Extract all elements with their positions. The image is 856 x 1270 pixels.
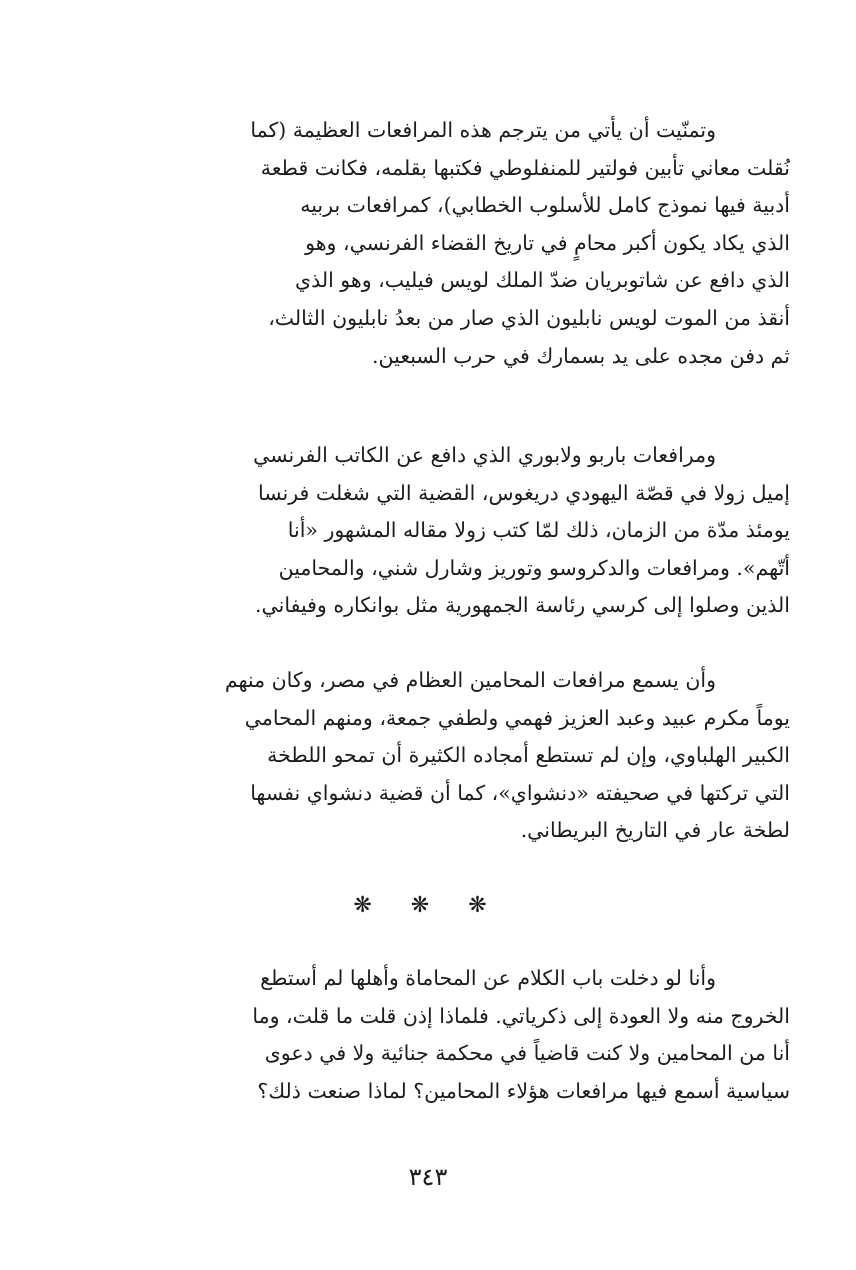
paragraph-line: ومرافعات باربو ولابوري الذي دافع عن الكاتب الفرنسي bbox=[253, 443, 716, 467]
paragraph-line: الذي يكاد يكون أكبر محامٍ في تاريخ القضاء الفرنسي، وهو bbox=[305, 230, 790, 255]
paragraph-line: التي تركتها في صحيفته «دنشواي»، كما أن قضية دنشواي نفسها bbox=[250, 780, 790, 805]
paragraph-line: أدبية فيها نموذج كامل للأسلوب الخطابي)، كمرافعات بربيه bbox=[300, 193, 790, 218]
section-separator: ❋ ❋ ❋ bbox=[353, 893, 503, 918]
paragraph-line: أنقذ من الموت لويس نابليون الذي صار من بعدُ نابليون الثالث، bbox=[268, 305, 790, 330]
paragraph-3 bbox=[66, 662, 790, 850]
paragraph-line: الخروج منه ولا العودة إلى ذكرياتي. فلماذا إذن قلت ما قلت، وما bbox=[252, 1003, 790, 1028]
paragraph-2 bbox=[66, 437, 790, 625]
paragraph-line: يوماً مكرم عبيد وعبد العزيز فهمي ولطفي جمعة، ومنهم المحامي bbox=[244, 705, 790, 730]
paragraph-line: إميل زولا في قصّة اليهودي دريغوس، القضية التي شغلت فرنسا bbox=[258, 480, 790, 505]
page-number: ٣٤٣ bbox=[408, 1163, 448, 1191]
paragraph-line: لطخة عار في التاريخ البريطاني. bbox=[520, 818, 790, 843]
paragraph-line: يومئذ مدّة من الزمان، ذلك لمّا كتب زولا مقاله المشهور «أنا bbox=[287, 518, 790, 543]
paragraph-line: وأن يسمع مرافعات المحامين العظام في مصر، وكان منهم bbox=[224, 668, 716, 692]
paragraph-4 bbox=[66, 960, 790, 1110]
paragraph-line: وأنا لو دخلت باب الكلام عن المحاماة وأهلها لم أستطع bbox=[260, 966, 716, 990]
paragraph-line: أنا من المحامين ولا كنت قاضياً في محكمة جنائية ولا في دعوى bbox=[264, 1041, 790, 1066]
paragraph-line: ثم دفن مجده على يد بسمارك في حرب السبعين. bbox=[372, 343, 790, 368]
paragraph-line: سياسية أسمع فيها مرافعات هؤلاء المحامين؟ لماذا صنعت ذلك؟ bbox=[257, 1078, 790, 1103]
paragraph-line: الكبير الهلباوي، وإن لم تستطع أمجاده الكثيرة أن تمحو اللطخة bbox=[267, 743, 790, 768]
paragraph-1 bbox=[66, 112, 790, 375]
paragraph-line: الذين وصلوا إلى كرسي رئاسة الجمهورية مثل بوانكاره وفيفاني. bbox=[255, 593, 790, 618]
paragraph-line: الذي دافع عن شاتوبريان ضدّ الملك لويس فيليب، وهو الذي bbox=[295, 268, 790, 293]
paragraph-line: نُقلت معاني تأبين فولتير للمنفلوطي فكتبها بقلمه، فكانت قطعة bbox=[260, 155, 790, 180]
paragraph-line: وتمنّيت أن يأتي من يترجم هذه المرافعات العظيمة (كما bbox=[250, 118, 716, 142]
paragraph-line: أتّهم». ومرافعات والدكروسو وتوريز وشارل شني، والمحامين bbox=[278, 555, 790, 580]
